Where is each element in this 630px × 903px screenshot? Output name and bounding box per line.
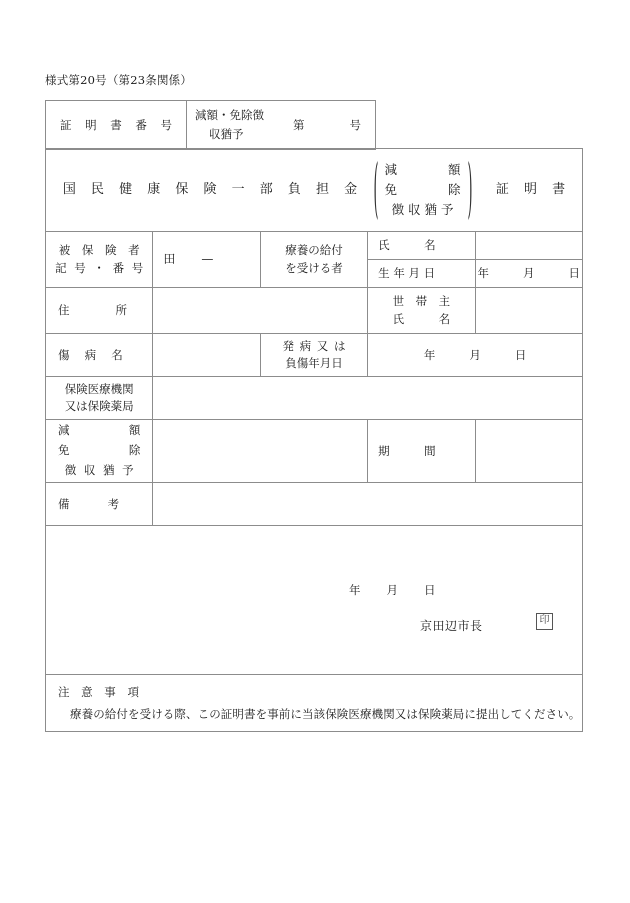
- reduction-label-line1-inner: [46, 421, 152, 441]
- title-brace-line2: [385, 180, 461, 200]
- birth-month-unit: 月: [523, 266, 535, 281]
- onset-year-unit: 年: [423, 347, 436, 362]
- form-number: 様式第20号（第23条関係）: [45, 73, 193, 87]
- insured-row: [46, 232, 583, 260]
- table-row: [46, 101, 376, 150]
- birth-label-cell: [368, 260, 475, 288]
- period-value-cell[interactable]: [475, 420, 582, 483]
- disease-row: [46, 334, 583, 377]
- signature-row: [46, 526, 583, 675]
- reduction-label-line2-inner: [46, 441, 152, 461]
- signature-block: [46, 526, 582, 674]
- onset-ymd: [368, 347, 582, 364]
- birth-year-unit: 年: [477, 266, 490, 281]
- householder-label-line1: 世 帯 主: [392, 294, 451, 309]
- certificate-number-table: [45, 100, 376, 150]
- reduction-value-cell[interactable]: [153, 420, 368, 483]
- name-label: 氏 名: [378, 238, 436, 253]
- recipient-label-line1: 療養の給付: [285, 243, 343, 258]
- period-label-cell: [368, 420, 475, 483]
- paren-open-icon: (: [373, 149, 379, 227]
- onset-month-unit: 月: [469, 347, 481, 362]
- title-brace-lines: [379, 160, 467, 221]
- notes-block: [46, 675, 582, 731]
- form-title-cell: [46, 149, 583, 232]
- institution-label-line1: 保険医療機関: [64, 381, 134, 396]
- reduction-label-line2-left: 免: [58, 443, 70, 458]
- cert-number-label-cell: [46, 101, 187, 150]
- address-value-cell[interactable]: [153, 288, 368, 334]
- title-brace-line2-right: 除: [448, 181, 461, 197]
- title-brace-line3: 徴 収 猶 予: [391, 202, 454, 218]
- insured-label-cell: [46, 232, 153, 288]
- reduction-label-line2: [46, 441, 152, 461]
- signature-month-unit: 月: [386, 583, 398, 597]
- insured-symbol: 田: [163, 251, 176, 266]
- name-value-cell[interactable]: [475, 232, 582, 260]
- title-brace-group: [373, 149, 473, 227]
- cert-type-number-cell[interactable]: [187, 101, 376, 150]
- cert-number-gou: 号: [349, 118, 361, 132]
- onset-label-cell: [260, 334, 367, 377]
- householder-value-cell[interactable]: [475, 288, 582, 334]
- householder-label: [368, 293, 474, 328]
- insured-label: [46, 242, 152, 277]
- onset-value-cell[interactable]: [368, 334, 583, 377]
- cert-type-label-line2: 収猶予: [209, 127, 244, 141]
- cert-number-label: 証 明 書 番 号: [59, 117, 178, 132]
- recipient-label: [261, 242, 367, 277]
- disease-value-cell[interactable]: [153, 334, 260, 377]
- notes-body: 療養の給付を受ける際、この証明書を事前に当該保険医療機関又は保険薬局に提出してください。: [70, 707, 581, 721]
- title-brace-line1-left: 減: [384, 161, 398, 177]
- reduction-label-line1: [46, 421, 152, 441]
- reduction-label-line3: 徴 収 猶 予: [64, 462, 136, 477]
- onset-label: [261, 338, 367, 373]
- notes-title: 注 意 事 項: [58, 685, 143, 699]
- signature-year-unit: 年: [349, 583, 361, 597]
- signature-day-unit: 日: [424, 583, 436, 597]
- remarks-label-cell: [46, 483, 153, 526]
- householder-label-cell: [368, 288, 475, 334]
- cert-number-dai: 第: [293, 118, 305, 132]
- notes-cell: [46, 675, 583, 732]
- reduction-label-cell: [46, 420, 153, 483]
- recipient-label-line2: を受ける者: [285, 260, 343, 275]
- remarks-row: [46, 483, 583, 526]
- birth-label: 生 年 月 日: [378, 266, 436, 281]
- birth-ymd: [476, 265, 582, 282]
- onset-label-line2: 負傷年月日: [285, 356, 343, 370]
- notes-row: [46, 675, 583, 732]
- form-title-main: 国 民 健 康 保 険 一 部 負 担 金: [62, 181, 363, 197]
- onset-day-unit: 日: [514, 347, 527, 362]
- reduction-label-line2-right: 除: [128, 443, 141, 458]
- reduction-row: [46, 420, 583, 483]
- seal-icon: 印: [536, 613, 553, 630]
- remarks-value-cell[interactable]: [153, 483, 583, 526]
- address-label: 住 所: [58, 303, 127, 318]
- paren-close-icon: ): [466, 149, 472, 227]
- signature-cell[interactable]: [46, 526, 583, 675]
- period-label: 期 間: [378, 443, 436, 458]
- address-row: [46, 288, 583, 334]
- birth-day-unit: 日: [568, 266, 581, 281]
- disease-label-cell: [46, 334, 153, 377]
- title-brace-line1-right: 額: [448, 161, 461, 177]
- householder-label-line2: 氏 名: [392, 311, 451, 326]
- reduction-label-line1-right: 額: [128, 423, 141, 438]
- address-label-cell: [46, 288, 153, 334]
- insured-label-line1: 被 保 険 者: [58, 243, 144, 258]
- institution-label-line2: 又は保険薬局: [64, 399, 134, 413]
- title-row: [46, 149, 583, 232]
- reduction-label: [46, 421, 152, 480]
- reduction-label-line1-left: 減: [58, 423, 70, 438]
- cert-type-number-inner: [187, 101, 375, 149]
- title-brace-line1: [385, 160, 461, 180]
- insured-value-cell[interactable]: [153, 232, 260, 288]
- title-brace-line2-left: 免: [384, 181, 398, 197]
- onset-label-line1: 発 病 又 は: [282, 338, 347, 353]
- insured-label-line2: 記 号 ・ 番 号: [55, 260, 146, 275]
- institution-label: [46, 381, 152, 416]
- cert-type-label-line1: 減額・免除徴: [195, 108, 264, 122]
- birth-value-cell[interactable]: [475, 260, 582, 288]
- name-label-cell: [368, 232, 475, 260]
- form-title-tail: 証 明 書: [495, 181, 571, 197]
- institution-row: [46, 377, 583, 420]
- insured-value: [153, 251, 259, 268]
- institution-value-cell[interactable]: [153, 377, 583, 420]
- remarks-label: 備 考: [58, 496, 120, 511]
- disease-label: 傷 病 名: [58, 347, 123, 362]
- institution-label-cell: [46, 377, 153, 420]
- signature-date: [349, 582, 436, 599]
- main-form-table: [45, 148, 583, 732]
- recipient-label-cell: [260, 232, 367, 288]
- issuer-name: 京田辺市長: [420, 619, 483, 633]
- form-title: [46, 149, 582, 231]
- insured-number: —: [201, 251, 214, 266]
